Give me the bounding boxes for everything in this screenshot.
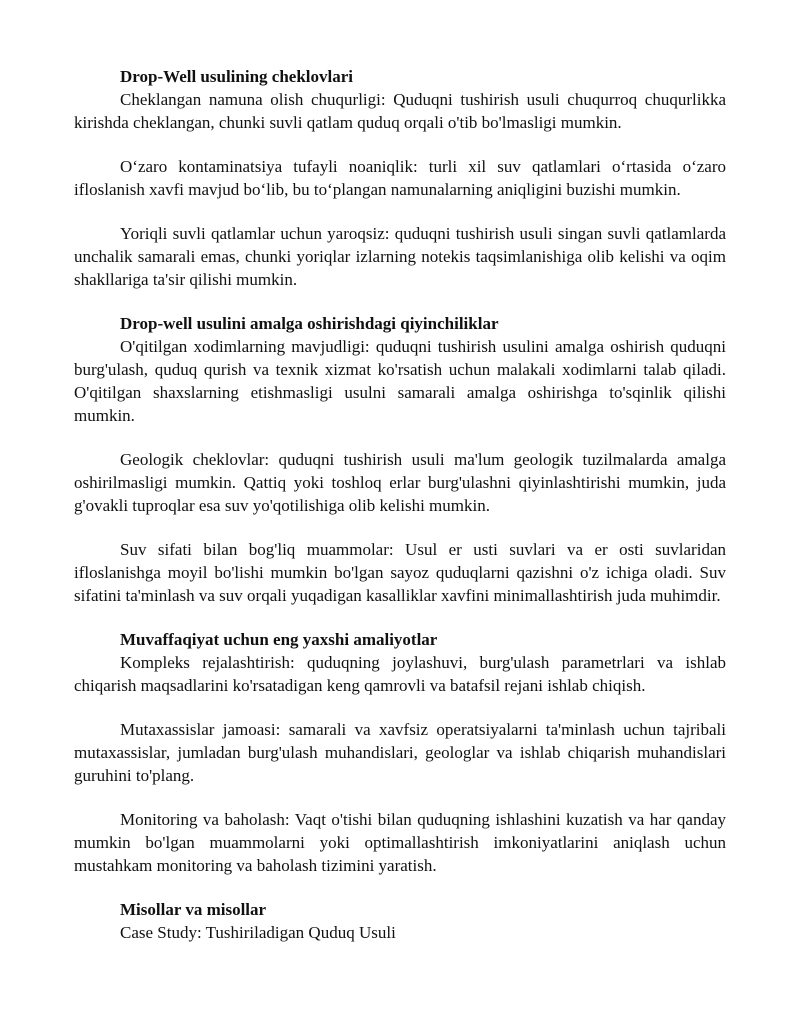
section-heading: Misollar va misollar	[120, 900, 267, 919]
paragraph: Yoriqli suvli qatlamlar uchun yaroqsiz: quduqni tushirish usuli singan suvli qatlamlarda unchalik samarali emas, chunki yoriqlar izlarning notekis taqsimlanishiga olib kelishi va oqim shakllariga ta'sir qilishi mumkin.	[74, 224, 726, 289]
paragraph: Mutaxassislar jamoasi: samarali va xavfsiz operatsiyalarni ta'minlash uchun tajribali mutaxassislar, jumladan burg'ulash muhandislari, geologlar va ishlab chiqarish muhandislari guruhini to'plang.	[74, 720, 726, 785]
paragraph: Cheklangan namuna olish chuqurligi: Quduqni tushirish usuli chuqurroq chuqurlikka kirishda cheklangan, chunki suvli qatlam quduq orqali o'tib bo'lmasligi mumkin.	[74, 90, 726, 132]
section-limitations	[74, 66, 726, 291]
section-challenges	[74, 313, 726, 607]
section-best-practices	[74, 629, 726, 877]
paragraph: O‘zaro kontaminatsiya tufayli noaniqlik: turli xil suv qatlamlari o‘rtasida o‘zaro ifloslanish xavfi mavjud bo‘lib, bu to‘plangan namunalarning aniqligini buzishi mumkin.	[74, 157, 726, 199]
paragraph: Suv sifati bilan bog'liq muammolar: Usul er usti suvlari va er osti suvlaridan ifloslanishga moyil bo'lishi mumkin bo'lgan sayoz quduqlarni qazishni o'z ichiga oladi. Suv sifatini ta'minlash va suv orqali yuqadigan kasalliklar xavfini minimallashtirish juda muhimdir.	[74, 540, 726, 605]
paragraph: O'qitilgan xodimlarning mavjudligi: quduqni tushirish usulini amalga oshirish quduqni burg'ulash, quduq qurish va texnik xizmat ko'rsatish uchun malakali xodimlarni talab qiladi. O'qitilgan shaxslarning etishmasligi usulni samarali amalga oshirishga to'sqinlik qilishi mumkin.	[74, 337, 726, 425]
case-study-line: Case Study: Tushiriladigan Quduq Usuli	[120, 923, 396, 942]
section-heading: Muvaffaqiyat uchun eng yaxshi amaliyotlar	[120, 630, 438, 649]
section-examples	[74, 899, 726, 944]
paragraph: Geologik cheklovlar: quduqni tushirish usuli ma'lum geologik tuzilmalarda amalga oshirilmasligi mumkin. Qattiq yoki toshloq erlar burg'ulashni qiyinlashtirishi mumkin, juda g'ovakli tuproqlar esa suv yo'qotilishiga olib kelishi mumkin.	[74, 450, 726, 515]
paragraph: Monitoring va baholash: Vaqt o'tishi bilan quduqning ishlashini kuzatish va har qanday mumkin bo'lgan muammolarni yoki optimallashtirish imkoniyatlarini aniqlash uchun mustahkam monitoring va baholash tizimini yaratish.	[74, 810, 726, 875]
paragraph: Kompleks rejalashtirish: quduqning joylashuvi, burg'ulash parametrlari va ishlab chiqarish maqsadlarini ko'rsatadigan keng qamrovli va batafsil rejani ishlab chiqish.	[74, 653, 726, 695]
section-heading: Drop-well usulini amalga oshirishdagi qiyinchiliklar	[120, 314, 499, 333]
section-heading: Drop-Well usulining cheklovlari	[120, 67, 354, 86]
